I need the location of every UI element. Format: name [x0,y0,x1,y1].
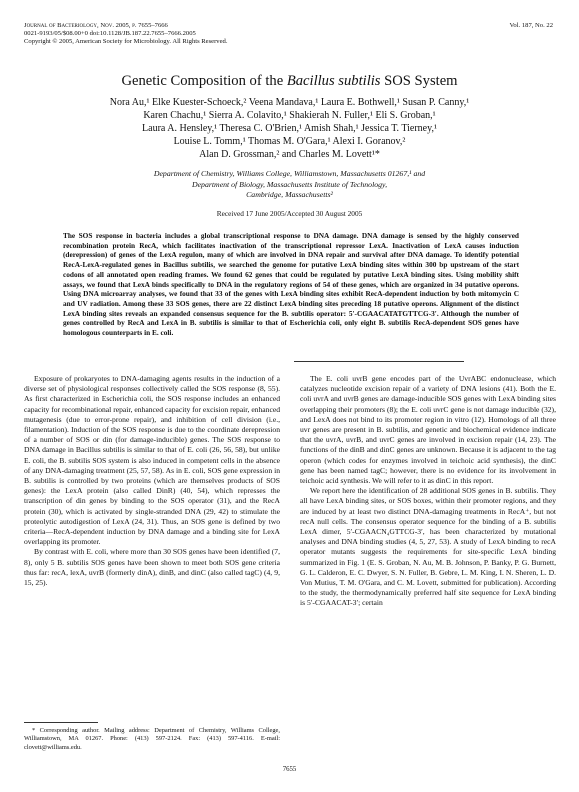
journal-header [24,22,227,47]
article-title [20,73,559,90]
body-paragraph: The E. coli uvrB gene encodes part of the UvrABC endonuclease, which catalyzes nucleotide excision repair of a variety of DNA lesions (41). Both the E. coli uvrA and uvrB genes are damage-inducible SOS genes with LexA binding sites overlapping their promoters (8); the E. coli uvrC gene is not damage inducible (32), and LexA does not bind to its promoter region in vitro (12). Homologs of all three uvr genes are present in B. subtilis, and genetic and biochemical evidence indicate that the uvrA, uvrB, and uvrC genes are involved in excision repair (14, 23). The functions of the dinB and dinC genes are unknown. Because it is adjacent to the tag operon (which codes for enzymes involved in teichoic acid synthesis), the dinC gene has been named tagC; however, there is no evidence for its involvement in teichoic acid synthesis. We will refer to it as dinC in this report. [300,374,556,486]
footnote-divider [24,722,98,723]
abstract-divider [294,361,464,362]
author-line: Laura A. Hensley,¹ Theresa C. O'Brien,¹ Amish Shah,¹ Jessica T. Tierney,¹ [142,123,437,134]
author-line: Alan D. Grossman,² and Charles M. Lovett¹* [199,149,380,160]
journal-copyright: Copyright © 2005, American Society for Microbiology. All Rights Reserved. [24,38,228,46]
received-dates: Received 17 June 2005/Accepted 30 August 2005 [216,209,363,218]
affiliation-line: Department of Chemistry, Williams College, Williamstown, Massachusetts 01267,¹ and [153,169,426,178]
author-list [46,96,533,161]
title-end: SOS System [380,73,458,89]
journal-volume: Vol. 187, No. 22 [509,22,553,29]
footnote [24,727,280,752]
body-paragraph: We report here the identification of 28 additional SOS genes in B. subtilis. They all have LexA binding sites, or SOS boxes, within their promoter regions, and they are induced by at least two distinct DNA-damaging treatments in RecA⁺, but not recA null cells. The consensus operator sequence for the binding of a B. subtilis LexA dimer, 5′-CGAACN₄GTTCG-3′, has been characterized by mutational analyses and DNA binding studies (4, 5, 27, 53). A study of LexA binding to recA operator mutants suggests the requirements for site-specific LexA binding summarized in Fig. 1 (E. S. Groban, N. Au, M. B. Johnson, P. Banky, P. G. Burnett, G. L. Calderon, E. C. Dwyer, S. N. Fuller, B. Gebre, L. M. King, I. N. Sheren, L. D. Von Mutius, T. M. O'Gara, and C. M. Lovett, submitted for publication). According to the study, the thermodynamically preferred half site sequence for LexA binding is 5′-CGAACAT-3′; certain [300,486,556,608]
author-line: Karen Chachu,¹ Sierra A. Colavito,¹ Shakierah N. Fuller,¹ Eli S. Groban,¹ [143,110,436,121]
page-number: 7655 [282,766,297,773]
journal-citation: Journal of Bacteriology, Nov. 2005, p. 7655–7666 [24,22,168,29]
abstract: The SOS response in bacteria includes a global transcriptional response to DNA damage. DNA damage is sensed by the highly conserved recombination protein RecA, which facilitates inactivation of the transcriptional repressor LexA. Inactivation of LexA causes induction (derepression) of genes of the LexA regulon, many of which are involved in DNA repair and survival after DNA damage. To identify potential RecA-LexA-regulated genes in Bacillus subtilis, we searched the genome for putative LexA binding sites within 300 bp upstream of the start codons of all annotated open reading frames. We found 62 genes that could be regulated by putative LexA binding sites. Using mobility shift assays, we found that LexA binds specifically to DNA in the regulatory regions of 54 of these genes, which are organized in 34 putative operons. Using DNA microarray analyses, we found that 33 of the genes with LexA binding sites exhibit RecA-dependent induction by both mitomycin C and UV radiation. Among these 33 SOS genes, there are 22 distinct LexA binding sites preceding 18 putative operons. Alignment of the distinct LexA binding sites reveals an expanded consensus sequence for the B. subtilis operator: 5′-CGAACATATGTTCG-3′. Although the number of genes controlled by RecA and LexA in B. subtilis is similar to that of Escherichia coli, only eight B. subtilis RecA-dependent SOS genes have homologous counterparts in E. coli. [63,231,519,338]
affiliations [70,169,509,201]
affiliation-line: Cambridge, Massachusetts² [246,190,333,199]
journal-doi: 0021-9193/05/$08.00+0 doi:10.1128/JB.187.22.7655–7666.2005 [24,30,196,38]
body-column-left [24,374,280,588]
body-paragraph: Exposure of prokaryotes to DNA-damaging agents results in the induction of a diverse set of physiological responses collectively called the SOS response (8, 55). As first characterized in Escherichia coli, the SOS response includes an enhanced capacity for recombinational repair, enhanced capacity for excision repair, enhanced mutagenesis (due to error-prone repair), and inhibition of cell division (i.e., filamentation). Induction of the SOS response is due to the coordinate derepression of a number of SOS or din (for damage-inducible) genes. The SOS response to DNA damage in Bacillus subtilis is similar to that of E. coli (26, 56, 58), but unlike E. coli, the B. subtilis SOS system is also induced in competent cells in the absence of any DNA-damaging treatment (25, 57, 58). As in E. coli, SOS gene expression in B. subtilis is controlled by two proteins (which are themselves products of SOS genes): the LexA protein (also called DinR) (40, 54), which represses the transcription of din genes by binding to the SOS operator (31), and the RecA protein (30), which is activated by single-stranded DNA (29, 42) to stimulate the proteolytic autodigestion of LexA (24, 31). Thus, an SOS gene is defined by two criteria—RecA-dependent induction by DNA damage and a binding site for LexA overlapping its promoter. [24,374,280,547]
author-line: Nora Au,¹ Elke Kuester-Schoeck,² Veena Mandava,¹ Laura E. Bothwell,¹ Susan P. Canny,¹ [109,97,470,108]
author-line: Louise L. Tomm,¹ Thomas M. O'Gara,¹ Alexi I. Goranov,² [173,136,406,147]
corresponding-author-note: * Corresponding author. Mailing address: Department of Chemistry, Williams College, Williamstown, MA 01267. Phone: (413) 597-2124. Fax: (413) 597-4116. E-mail: clovett@williams.edu. [24,727,280,751]
body-column-right [300,374,556,609]
title-organism: Bacillus subtilis [286,73,381,89]
title-start: Genetic Composition of the [121,73,287,89]
body-paragraph: By contrast with E. coli, where more than 30 SOS genes have been identified (7, 8), only 5 B. subtilis SOS genes have been shown to meet both SOS gene criteria thus far: recA, lexA, uvrB (formerly dinA), dinB, and dinC (also called tagC) (4, 9, 15, 25). [24,547,280,588]
affiliation-line: Department of Biology, Massachusetts Institute of Technology, [191,179,388,189]
